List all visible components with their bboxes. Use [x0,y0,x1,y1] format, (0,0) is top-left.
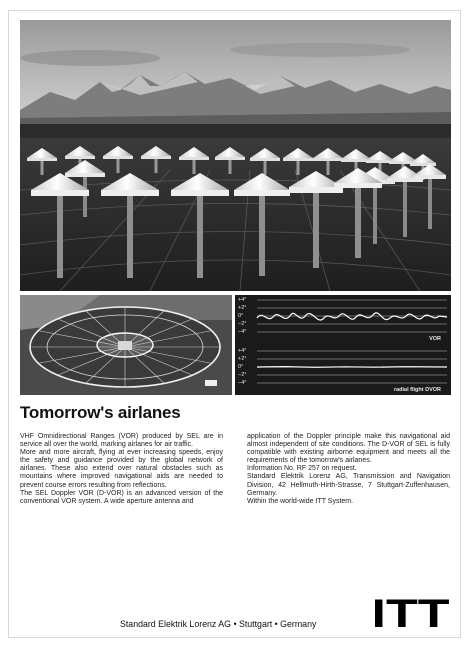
tick-label: −4° [238,380,247,386]
body-column-right [247,433,450,506]
aerial-antenna-photo [20,295,232,395]
vor-chart [235,295,451,345]
tick-label: −4° [238,329,247,335]
company-footer: Standard Elektrik Lorenz AG • Stuttgart • Germany [120,619,317,629]
headline: Tomorrow's airlanes [20,403,181,422]
body-column-left [20,433,223,506]
tick-label: +4° [238,348,247,354]
body-paragraph: More and more aircraft, flying at ever increasing speeds, enjoy the safety and guidance provided by the global network of airlanes. These also extend over natural obstacles such as mountains where improved navigational aids are needed to prevent course errors resulting from reflections. [20,449,223,489]
body-paragraph: application of the Doppler principle make this navigational aid almost independent of site conditions. The D-VOR of SEL is fully compatible with existing airborne equipment and meets all the requirements of the tomorrow's airlanes. [247,433,450,465]
tick-label: −2° [238,372,247,378]
logo-text: ITT [371,594,450,632]
tick-label: 0° [238,364,244,370]
body-paragraph: VHF Omnidirectional Ranges (VOR) produced by SEL are in service all over the world, marking airlanes for air traffic. [20,433,223,449]
dvor-chart [235,345,451,395]
tick-label: −2° [238,321,247,327]
tick-label: 0° [238,313,244,319]
body-paragraph: The SEL Doppler VOR (D-VOR) is an advanced version of the conventional VOR system. A wide aperture antenna and [20,489,223,505]
body-paragraph: Within the world-wide ITT System. [247,497,354,505]
chart-caption: VOR [429,336,441,342]
antenna-field-photo [20,20,451,291]
body-paragraph: Standard Elektrik Lorenz AG, Transmission and Navigation Division, 42 Hellmuth-Hirth-Strasse, 7 Stuttgart-Zuffenhausen, Germany. [247,473,450,497]
tick-label: +2° [238,356,247,362]
chart-caption: radial flight DVOR [393,387,441,393]
vor-trace [257,313,447,320]
course-deviation-charts [235,295,451,395]
tick-label: +4° [238,297,247,303]
body-paragraph: Information No. RF 257 on request. [247,465,357,473]
dvor-trace [257,367,447,368]
tick-label: +2° [238,305,247,311]
itt-logo [370,594,451,632]
